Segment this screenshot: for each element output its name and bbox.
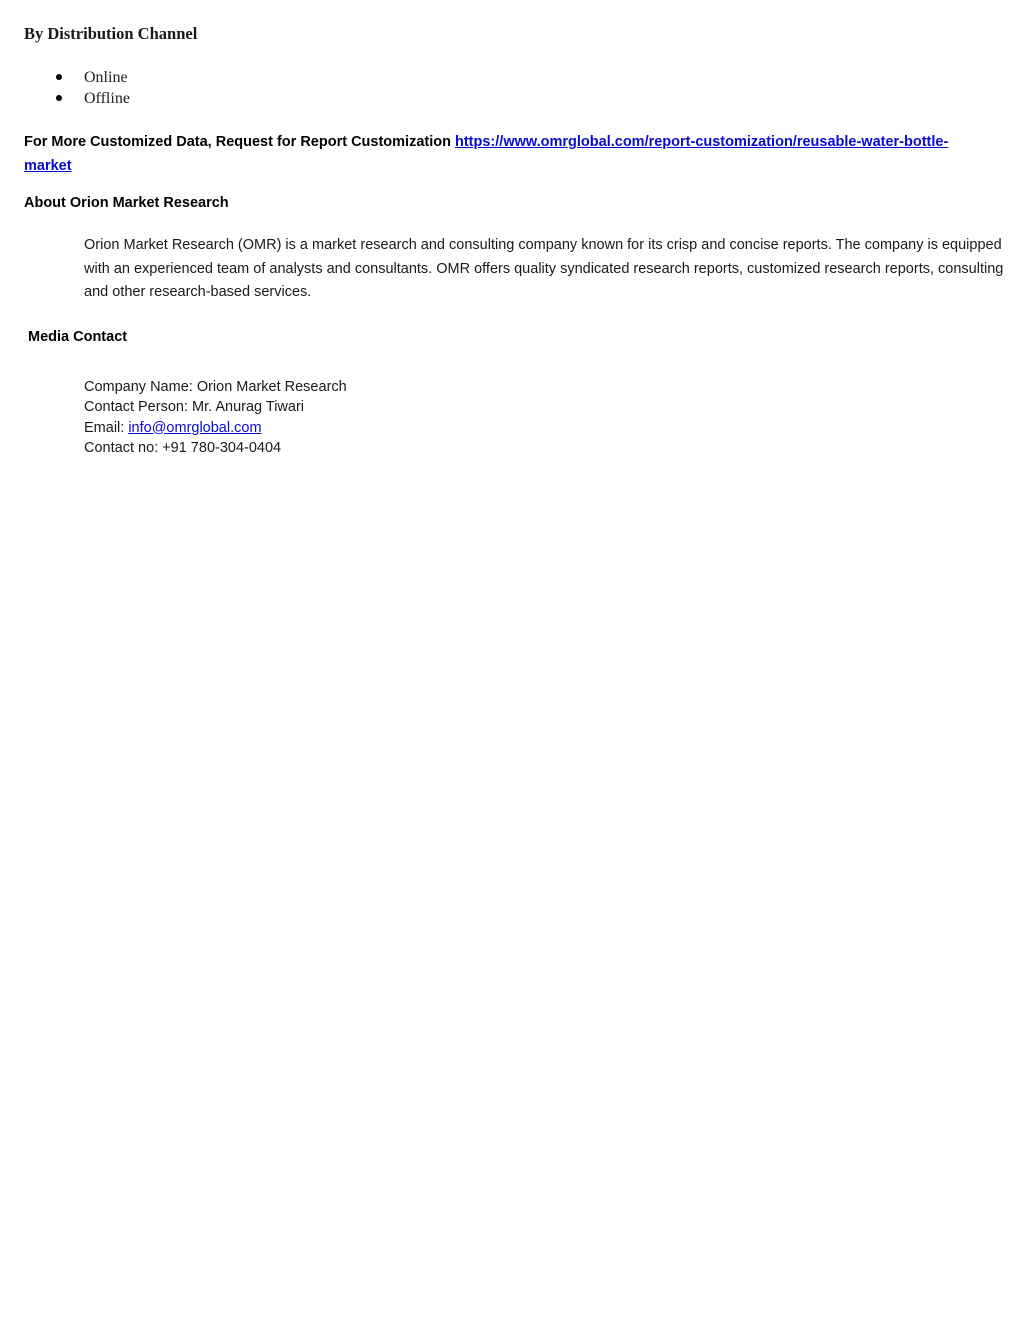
contact-number: Contact no: +91 780-304-0404: [84, 439, 282, 456]
list-item: [56, 88, 130, 109]
list-item-label: Online: [84, 69, 128, 86]
customization-link[interactable]: https://www.omrglobal.com/report-customization/reusable-water-bottle-market: [24, 134, 949, 174]
list-item: [56, 67, 130, 88]
bullet-icon: [56, 74, 62, 80]
distribution-channel-list: [56, 67, 130, 109]
contact-person: Contact Person: Mr. Anurag Tiwari: [84, 399, 305, 416]
about-heading: About Orion Market Research: [24, 195, 229, 211]
bullet-icon: [56, 95, 62, 101]
list-item-label: Offline: [84, 90, 130, 107]
email-link[interactable]: info@omrglobal.com: [128, 419, 262, 436]
email-label: Email:: [84, 419, 129, 436]
distribution-channel-heading: By Distribution Channel: [24, 24, 198, 43]
company-name: Company Name: Orion Market Research: [84, 379, 347, 395]
media-contact-heading: Media Contact: [28, 329, 128, 345]
contact-block: [84, 377, 347, 458]
customization-text: For More Customized Data, Request for Report Customization: [24, 134, 455, 150]
customization-paragraph: [24, 130, 994, 178]
email-line: [84, 418, 347, 438]
about-paragraph: Orion Market Research (OMR) is a market research and consulting company known for its crisp and concise reports. The company is equipped with an experienced team of analysts and consultants. OMR offers quality syndicated research reports, customized research reports, consulting and other research-based services.: [84, 237, 1004, 301]
